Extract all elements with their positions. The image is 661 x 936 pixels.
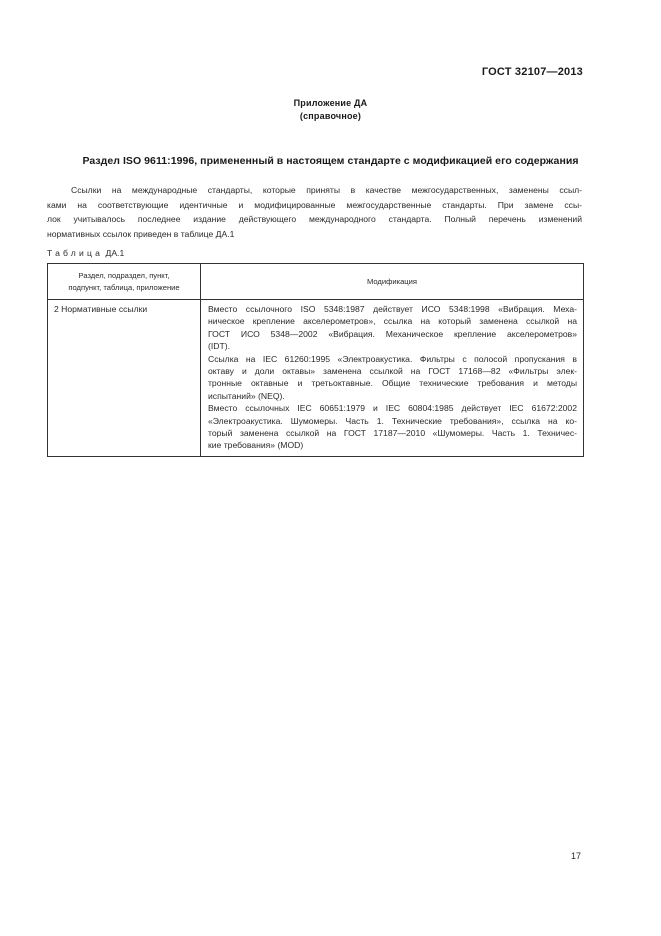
intro-paragraph xyxy=(47,183,582,241)
table-header-row xyxy=(48,264,584,300)
table-row xyxy=(48,300,584,457)
paragraph-line: Ссылки на международные стандарты, которые приняты в качестве межгосударственных, заменены ссыл- xyxy=(71,185,582,195)
modification-line: испытаний» (NEQ). xyxy=(208,390,285,401)
modification-line: тронные октавные и третьоктавные. Общие технические требования и методы xyxy=(208,378,577,389)
annex-title: Приложение ДА xyxy=(293,98,368,108)
cell-section: 2 Нормативные ссылки xyxy=(48,300,201,457)
modification-line: Вместо ссылочных IEC 60651:1979 и IEC 60804:1985 действует IEC 61672:2002 xyxy=(208,403,577,414)
modification-line: ническое крепление акселерометров», ссылка на который заменена ссылкой на xyxy=(208,316,577,327)
header-section-column xyxy=(48,264,201,300)
modification-line: кие требования» (MOD) xyxy=(208,440,304,451)
paragraph-line: нормативных ссылок приведен в таблице ДА.1 xyxy=(47,228,235,239)
section-heading: Раздел ISO 9611:1996, примененный в настоящем стандарте с модификацией его содержания xyxy=(82,155,579,167)
page-number: 17 xyxy=(570,851,581,861)
annex-subtitle: (справочное) xyxy=(299,111,362,121)
annex-title-block xyxy=(0,97,661,123)
cell-modification xyxy=(201,300,584,457)
standard-code: ГОСТ 32107—2013 xyxy=(481,66,583,78)
paragraph-line: лок учитывалось последнее издание действующего международного стандарта. Полный перечень изменений xyxy=(47,214,582,225)
modification-line: (IDT). xyxy=(208,341,230,352)
modification-line: октаву и доли октавы» заменена ссылкой на ГОСТ 17168—82 «Фильтры элек- xyxy=(208,366,577,377)
table-caption-id: ДА.1 xyxy=(105,248,125,258)
modification-line: торый заменена ссылкой на ГОСТ 17187—2010 «Шумомеры. Часть 1. Техничес- xyxy=(208,428,577,439)
modification-line: Ссылка на IEC 61260:1995 «Электроакустика. Фильтры с полосой пропускания в xyxy=(208,353,577,364)
modification-line: «Электроакустика. Шумомеры. Часть 1. Технические требования», ссылка на ко- xyxy=(208,415,577,426)
modification-line: ГОСТ ИСО 5348—2002 «Вибрация. Механическое крепление акселерометров» xyxy=(208,328,577,339)
header-modification-column: Модификация xyxy=(201,264,584,300)
modification-line: Вместо ссылочного ISO 5348:1987 действует ИСО 5348:1998 «Вибрация. Меха- xyxy=(208,304,577,314)
modification-table xyxy=(47,263,584,457)
paragraph-line: ками на соответствующие идентичные и модифицированные межгосударственные стандарты. При замене ссы- xyxy=(47,199,582,210)
table-caption-prefix: Таблица xyxy=(47,248,104,258)
table-caption xyxy=(47,248,124,258)
header-section-line: Раздел, подраздел, пункт, xyxy=(78,271,170,280)
header-section-line: подпункт, таблица, приложение xyxy=(68,282,180,292)
